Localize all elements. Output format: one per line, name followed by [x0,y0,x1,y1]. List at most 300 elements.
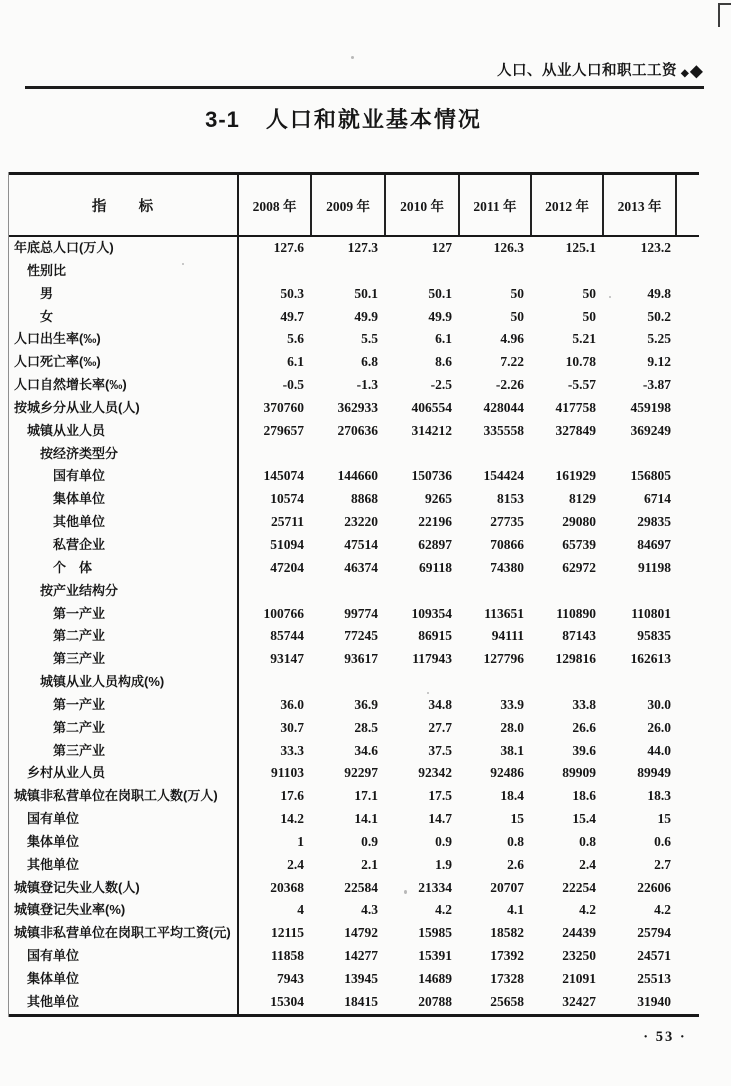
cell-value: 84697 [637,536,671,552]
cell-value: 24439 [562,925,596,941]
cell-value: 30.7 [280,719,304,735]
row-label: 第二产业 [53,719,106,735]
cell-value: 17328 [490,971,524,986]
cell-value: 2.4 [579,856,596,872]
cell-value: 154424 [483,468,524,484]
page-number: · 53 · [643,1029,687,1045]
table-title-text: 人口和就业基本情况 [265,107,482,132]
scan-speck [182,263,184,265]
cell-value: 20788 [418,993,452,1009]
cell-value: 47514 [344,536,378,552]
cell-value: 15304 [270,993,304,1009]
cell-value: 123.2 [640,240,671,255]
table-row [8,717,677,740]
table-row [8,580,677,603]
cell-value: 70866 [490,536,524,552]
year-column-header: 2009 年 [310,175,384,235]
cell-value: 150736 [411,468,452,484]
cell-value: -0.5 [282,377,304,393]
cell-value: 126.3 [493,240,524,255]
table-row [8,625,677,648]
table-row [8,762,677,785]
table-row [8,534,677,557]
cell-value: 13945 [344,971,378,986]
cell-value: 0.9 [435,833,452,849]
cell-value: 23220 [344,514,378,530]
cell-value: 0.6 [654,833,671,849]
cell-value: 9.12 [647,354,671,370]
cell-value: 92297 [344,765,378,781]
cell-value: 100766 [263,605,304,621]
table-row [8,237,677,260]
cell-value: 125.1 [565,240,596,255]
row-label: 国有单位 [27,811,80,827]
cell-value: 33.3 [280,742,304,758]
cell-value: 91103 [270,765,304,781]
cell-value: 50.1 [354,285,378,301]
row-label: 第一产业 [53,605,106,621]
cell-value: 89949 [637,765,671,781]
table-row [8,283,677,306]
row-label: 个 体 [53,559,93,575]
cell-value: 156805 [630,468,671,484]
cell-value: 18.6 [572,788,596,804]
row-label: 人口出生率(‰) [14,331,101,347]
table-row [8,694,677,717]
table-row [8,922,677,945]
cell-value: 18582 [490,925,524,941]
cell-value: 27735 [490,514,524,530]
cell-value: 49.9 [354,308,378,324]
row-label: 其他单位 [53,514,106,530]
cell-value: 117943 [412,651,452,667]
cell-value: 4.2 [579,902,596,918]
cell-value: 20368 [270,879,304,895]
cell-value: 8129 [569,491,596,507]
cell-value: 17.5 [428,788,452,804]
cell-value: 33.9 [500,696,524,712]
table-bottom-rule [8,1014,699,1017]
table-row [8,740,677,763]
cell-value [602,260,677,283]
corner-registration-mark [718,3,731,27]
cell-value: 49.8 [647,285,671,301]
table-row [8,328,677,351]
cell-value [310,671,384,694]
cell-value: 362933 [337,399,378,415]
cell-value: 4.2 [654,902,671,918]
cell-value: 32427 [562,993,596,1009]
table-row [8,648,677,671]
cell-value: 7.22 [500,354,524,370]
table-row [8,374,677,397]
cell-value [310,443,384,466]
cell-value: 27.7 [428,719,452,735]
row-label: 性别比 [27,262,67,278]
cell-value: 22196 [418,514,452,530]
cell-value: 406554 [411,399,452,415]
table-row [8,831,677,854]
cell-value: 127.6 [273,240,304,255]
cell-value: 459198 [630,399,671,415]
table-row [8,397,677,420]
table-row [8,899,677,922]
cell-value: 17.1 [354,788,378,804]
cell-value: 1.9 [435,856,452,872]
diamond-icon: ◆ [690,63,703,80]
table-body [8,237,677,1014]
cell-value: 26.0 [647,719,671,735]
cell-value [602,580,677,603]
cell-value: 87143 [562,628,596,644]
cell-value: 18415 [344,993,378,1009]
row-label: 其他单位 [27,993,80,1009]
cell-value [458,260,530,283]
cell-value: 2.7 [654,856,671,872]
cell-value: 5.6 [287,331,304,347]
cell-value [237,260,310,283]
row-label: 国有单位 [27,948,80,964]
row-label: 按城乡分从业人员(人) [14,399,140,415]
cell-value: 89909 [562,765,596,781]
row-label: 女 [40,308,54,324]
cell-value: 15 [657,811,671,827]
cell-value: 22254 [562,879,596,895]
row-label: 其他单位 [27,856,80,872]
cell-value: 110890 [556,605,596,621]
row-label: 国有单位 [53,468,106,484]
cell-value: 49.7 [280,308,304,324]
cell-value: 34.6 [354,742,378,758]
cell-value: 50 [510,308,524,324]
row-label: 集体单位 [27,833,80,849]
cell-value: -2.26 [495,377,524,393]
cell-value: 8153 [497,491,524,507]
cell-value: 44.0 [647,742,671,758]
cell-value: 113651 [484,605,524,621]
cell-value: 12115 [270,925,304,941]
row-label: 乡村从业人员 [27,765,106,781]
row-label: 按经济类型分 [40,445,119,461]
row-label: 集体单位 [53,491,106,507]
cell-value: 6.1 [435,331,452,347]
row-label: 男 [40,285,54,301]
cell-value [530,443,602,466]
cell-value [310,580,384,603]
cell-value: 21091 [562,971,596,986]
table-row [8,854,677,877]
cell-value: 8.6 [435,354,452,370]
cell-value: 17.6 [280,788,304,804]
cell-value: 15391 [418,948,452,964]
cell-value [602,671,677,694]
cell-value: 25658 [490,993,524,1009]
cell-value: 270636 [337,422,378,438]
table-row [8,488,677,511]
table-row [8,443,677,466]
table-row [8,603,677,626]
cell-value [237,671,310,694]
row-label: 私营企业 [53,536,106,552]
cell-value: 145074 [263,468,304,484]
cell-value: 62972 [562,559,596,575]
table-left-border [8,172,9,1017]
year-column-header: 2008 年 [237,175,310,235]
cell-value: 4.1 [507,902,524,918]
cell-value: 4.96 [500,331,524,347]
row-label: 城镇从业人员构成(%) [40,674,165,690]
cell-value [530,671,602,694]
cell-value: 15985 [418,925,452,941]
table-row [8,420,677,443]
cell-value: 127 [431,240,452,255]
table-row [8,465,677,488]
cell-value: 24571 [637,948,671,964]
row-label: 第三产业 [53,742,106,758]
cell-value: 335558 [483,422,524,438]
cell-value: 95835 [637,628,671,644]
cell-value [530,580,602,603]
table-header-row [8,175,677,235]
cell-value: 9265 [425,491,452,507]
cell-value: 30.0 [647,696,671,712]
cell-value: 2.6 [507,856,524,872]
cell-value: 161929 [555,468,596,484]
cell-value [602,443,677,466]
cell-value: 18.3 [647,788,671,804]
cell-value [384,443,458,466]
table-row [8,808,677,831]
cell-value: 94111 [491,628,524,644]
cell-value: 85744 [270,628,304,644]
cell-value: 38.1 [500,742,524,758]
cell-value [530,260,602,283]
cell-value: 14.2 [280,811,304,827]
cell-value: 69118 [418,559,452,575]
year-column-header: 2012 年 [530,175,602,235]
row-label: 城镇登记失业人数(人) [14,879,140,895]
cell-value: 129816 [555,651,596,667]
year-column-header: 2013 年 [602,175,677,235]
table-row [8,991,677,1014]
cell-value: 26.6 [572,719,596,735]
cell-value: 92486 [490,765,524,781]
table-row [8,785,677,808]
cell-value: 46374 [344,559,378,575]
cell-value: 14.7 [428,811,452,827]
cell-value [458,443,530,466]
cell-value: 23250 [562,948,596,964]
cell-value: 7943 [277,971,304,986]
row-label: 年底总人口(万人) [14,240,114,255]
cell-value: 4 [297,902,304,918]
cell-value: 0.9 [361,833,378,849]
cell-value: 0.8 [579,833,596,849]
cell-value [237,443,310,466]
cell-value: 39.6 [572,742,596,758]
cell-value: 17392 [490,948,524,964]
cell-value: 370760 [263,399,304,415]
row-label: 第三产业 [53,651,106,667]
cell-value: 37.5 [428,742,452,758]
cell-value: 29835 [637,514,671,530]
scan-speck [427,692,429,694]
cell-value: 5.5 [361,331,378,347]
cell-value: 15 [510,811,524,827]
cell-value: 50.2 [647,308,671,324]
cell-value: 77245 [344,628,378,644]
table-row [8,351,677,374]
cell-value: 110801 [631,605,671,621]
cell-value: -5.57 [567,377,596,393]
scan-speck [351,56,354,59]
row-label: 第一产业 [53,696,106,712]
cell-value: 50.1 [428,285,452,301]
cell-value: 8868 [351,491,378,507]
cell-value: 4.3 [361,902,378,918]
cell-value: 279657 [263,422,304,438]
cell-value: 50.3 [280,285,304,301]
cell-value: 92342 [418,765,452,781]
cell-value [458,580,530,603]
scan-speck [404,890,407,894]
cell-value [458,671,530,694]
cell-value: 36.0 [280,696,304,712]
cell-value: 50 [582,285,596,301]
cell-value: 144660 [337,468,378,484]
cell-value: 6.1 [287,354,304,370]
row-label: 按产业结构分 [40,582,119,598]
cell-value: 29080 [562,514,596,530]
table-row [8,511,677,534]
table-row [8,945,677,968]
statistics-table [8,172,699,1017]
cell-value: 14689 [418,971,452,986]
cell-value [384,580,458,603]
cell-value: 34.8 [428,696,452,712]
cell-value: 14277 [344,948,378,964]
cell-value: 369249 [630,422,671,438]
table-row [8,877,677,900]
cell-value: 127.3 [347,240,378,255]
table-column-divider [237,172,239,1017]
cell-value: 20707 [490,879,524,895]
cell-value: -1.3 [356,377,378,393]
cell-value: 21334 [418,879,452,895]
diamond-icon: ◆ [680,68,690,79]
indicator-column-header: 指 标 [91,198,154,215]
cell-value: 14.1 [354,811,378,827]
year-column-header: 2010 年 [384,175,458,235]
cell-value: 28.0 [500,719,524,735]
page-title [0,103,709,134]
cell-value: 33.8 [572,696,596,712]
cell-value: 162613 [630,651,671,667]
row-label: 第二产业 [53,628,106,644]
cell-value: 11858 [270,948,304,964]
cell-value: 49.9 [428,308,452,324]
row-label: 人口死亡率(‰) [14,354,101,370]
row-label: 人口自然增长率(‰) [14,377,127,393]
cell-value: 18.4 [500,788,524,804]
cell-value: 6714 [644,491,671,507]
table-row [8,671,677,694]
cell-value: 91198 [637,559,671,575]
running-header [0,59,703,81]
cell-value: 428044 [483,399,524,415]
running-header-text: 人口、从业人口和职工工资 [496,63,677,79]
cell-value: 10574 [270,491,304,507]
table-row [8,968,677,991]
cell-value: 47204 [270,559,304,575]
cell-value: 2.4 [287,856,304,872]
cell-value: 4.2 [435,902,452,918]
cell-value: 15.4 [572,811,596,827]
cell-value: 417758 [555,399,596,415]
cell-value: 99774 [344,605,378,621]
cell-value: 127796 [483,651,524,667]
cell-value: 65739 [562,536,596,552]
cell-value: 109354 [411,605,452,621]
cell-value: 50 [582,308,596,324]
cell-value: 327849 [555,422,596,438]
cell-value: 86915 [418,628,452,644]
cell-value: 1 [297,833,304,849]
table-row [8,557,677,580]
cell-value: 25711 [270,514,304,530]
cell-value: 28.5 [354,719,378,735]
cell-value [384,671,458,694]
cell-value: 36.9 [354,696,378,712]
cell-value: 25513 [637,971,671,986]
cell-value: -3.87 [642,377,671,393]
cell-value: 5.21 [572,331,596,347]
row-label: 城镇登记失业率(%) [14,902,126,918]
cell-value: 5.25 [647,331,671,347]
table-row [8,306,677,329]
cell-value: 50 [510,285,524,301]
row-label: 城镇非私营单位在岗职工平均工资(元) [14,925,231,941]
cell-value: 22606 [637,879,671,895]
row-label: 集体单位 [27,971,80,986]
cell-value: 10.78 [565,354,596,370]
table-number: 3-1 [205,107,240,132]
cell-value [237,580,310,603]
row-label: 城镇从业人员 [27,422,106,438]
cell-value [384,260,458,283]
cell-value: 14792 [344,925,378,941]
scan-speck [609,296,611,298]
cell-value: 25794 [637,925,671,941]
year-column-header: 2011 年 [458,175,530,235]
header-rule [25,86,704,89]
cell-value: 0.8 [507,833,524,849]
cell-value [310,260,384,283]
table-row [8,260,677,283]
cell-value: 93617 [344,651,378,667]
cell-value: 6.8 [361,354,378,370]
cell-value: 93147 [270,651,304,667]
cell-value: 2.1 [361,856,378,872]
cell-value: 22584 [344,879,378,895]
row-label: 城镇非私营单位在岗职工人数(万人) [14,788,218,804]
cell-value: 74380 [490,559,524,575]
cell-value: 314212 [411,422,452,438]
cell-value: 62897 [418,536,452,552]
cell-value: 51094 [270,536,304,552]
cell-value: 31940 [637,993,671,1009]
cell-value: -2.5 [430,377,452,393]
